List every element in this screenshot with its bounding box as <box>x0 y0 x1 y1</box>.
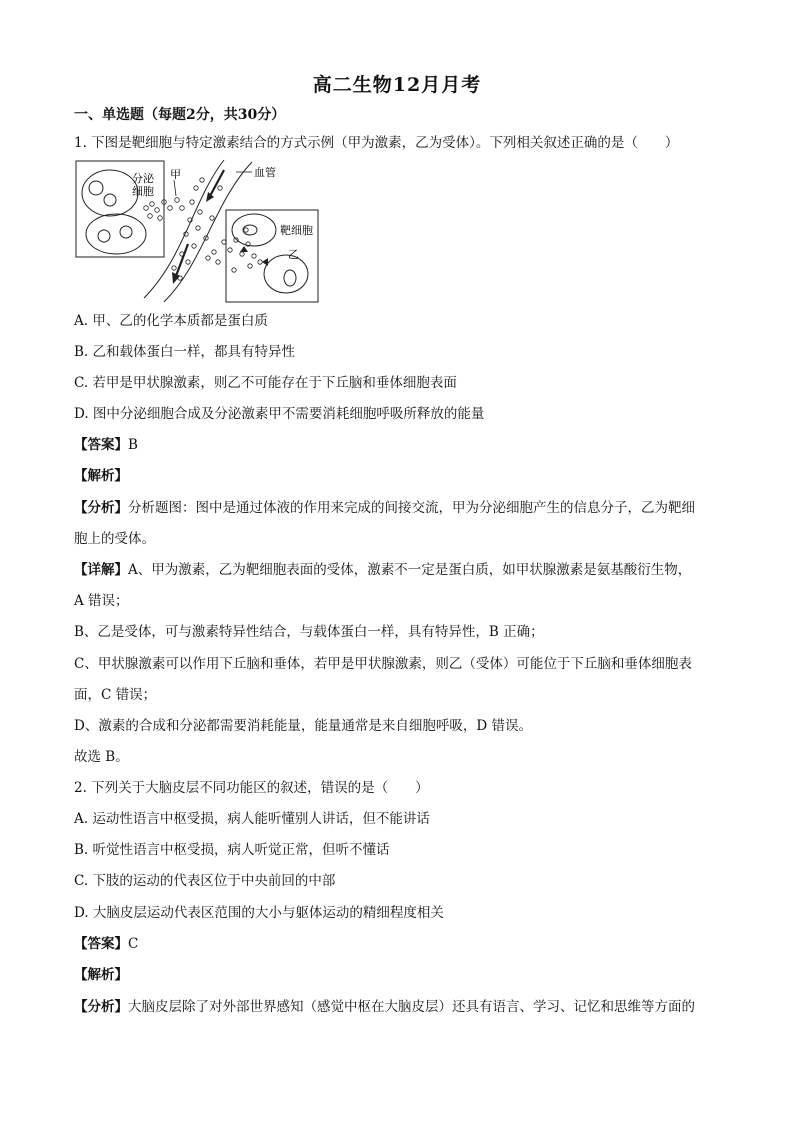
secretory-cell-2 <box>86 214 146 254</box>
q1-option-b: B. 乙和载体蛋白一样，都具有特异性 <box>74 344 296 360</box>
receptor-icon <box>262 258 268 266</box>
q2-option-a: A. 运动性语言中枢受损，病人能听懂别人讲话，但不能讲话 <box>74 811 430 827</box>
label-target: 靶细胞 <box>280 224 313 237</box>
q1-xiangjie-line: D、激素的合成和分泌都需要消耗能量，能量通常是来自细胞呼吸，D 错误。 <box>74 718 532 734</box>
q1-stem: 1. 下图是靶细胞与特定激素结合的方式示例（甲为激素，乙为受体）。下列相关叙述正确的是（ ） <box>74 135 679 151</box>
q1-xiangjie-line: C、甲状腺激素可以作用下丘脑和垂体，若甲是甲状腺激素，则乙（受体）可能位于下丘脑和垂体细胞表 <box>74 656 692 672</box>
nucleus-icon <box>104 194 116 206</box>
target-cell-1 <box>232 214 276 246</box>
nucleus-icon <box>120 226 132 238</box>
q1-option-c: C. 若甲是甲状腺激素，则乙不可能存在于下丘脑和垂体细胞表面 <box>74 375 457 391</box>
q2-option-b: B. 听觉性语言中枢受损，病人听觉正常，但听不懂话 <box>74 842 390 858</box>
label-secretory: 细胞 <box>132 185 154 198</box>
q1-conclusion: 故选 B。 <box>74 749 129 765</box>
nucleus-icon <box>243 225 257 235</box>
q1-fenxi-cont: 胞上的受体。 <box>74 531 155 547</box>
q1-xiangjie-line: A 错误； <box>74 593 129 609</box>
q2-option-d: D. 大脑皮层运动代表区范围的大小与躯体运动的精细程度相关 <box>74 905 444 921</box>
q2-option-c: C. 下肢的运动的代表区位于中央前回的中部 <box>74 873 336 889</box>
nucleus-icon <box>284 270 296 286</box>
q1-xiangjie-line: B、乙是受体，可与激素特异性结合，与载体蛋白一样，具有特异性，B 正确； <box>74 624 544 640</box>
q2-answer: 【答案】C <box>74 936 139 952</box>
q2-stem: 2. 下列关于大脑皮层不同功能区的叙述，错误的是（ ） <box>74 780 429 796</box>
blood-vessel <box>164 162 252 302</box>
nucleus-icon <box>89 181 103 195</box>
q1-option-d: D. 图中分泌细胞合成及分泌激素甲不需要消耗细胞呼吸所释放的能量 <box>74 406 485 422</box>
q1-fenxi: 【分析】分析题图：图中是通过体液的作用来完成的间接交流，甲为分泌细胞产生的信息分子，乙为靶细 <box>74 500 695 516</box>
q1-analysis-tag: 【解析】 <box>74 468 128 484</box>
label-yi: 乙 <box>288 248 299 261</box>
secretory-cell-1 <box>82 170 138 216</box>
page-title: 高二生物12月月考 <box>312 74 482 96</box>
target-cell-2 <box>264 255 308 293</box>
label-secretory: 分泌 <box>132 172 154 185</box>
label-vessel: 血管 <box>254 166 276 179</box>
label-jia: 甲 <box>170 168 181 181</box>
q1-answer: 【答案】B <box>74 437 138 453</box>
nucleus-icon <box>98 230 110 242</box>
q1-xiangjie-line: 面，C 错误； <box>74 687 157 703</box>
interstitial-dots <box>216 228 262 272</box>
flow-arrow <box>210 170 224 196</box>
q2-analysis-tag: 【解析】 <box>74 967 128 983</box>
section-heading: 一、单选题（每题2分，共30分） <box>74 107 286 123</box>
q1-xiangjie: 【详解】A、甲为激素，乙为靶细胞表面的受体，激素不一定是蛋白质，如甲状腺激素是氨基酸衍生物， <box>74 562 692 578</box>
q1-figure <box>74 158 324 304</box>
q1-option-a: A. 甲、乙的化学本质都是蛋白质 <box>74 313 268 329</box>
q2-fenxi: 【分析】大脑皮层除了对外部世界感知（感觉中枢在大脑皮层）还具有语言、学习、记忆和思维等方面的 <box>74 999 695 1015</box>
receptor-icon <box>240 246 248 252</box>
